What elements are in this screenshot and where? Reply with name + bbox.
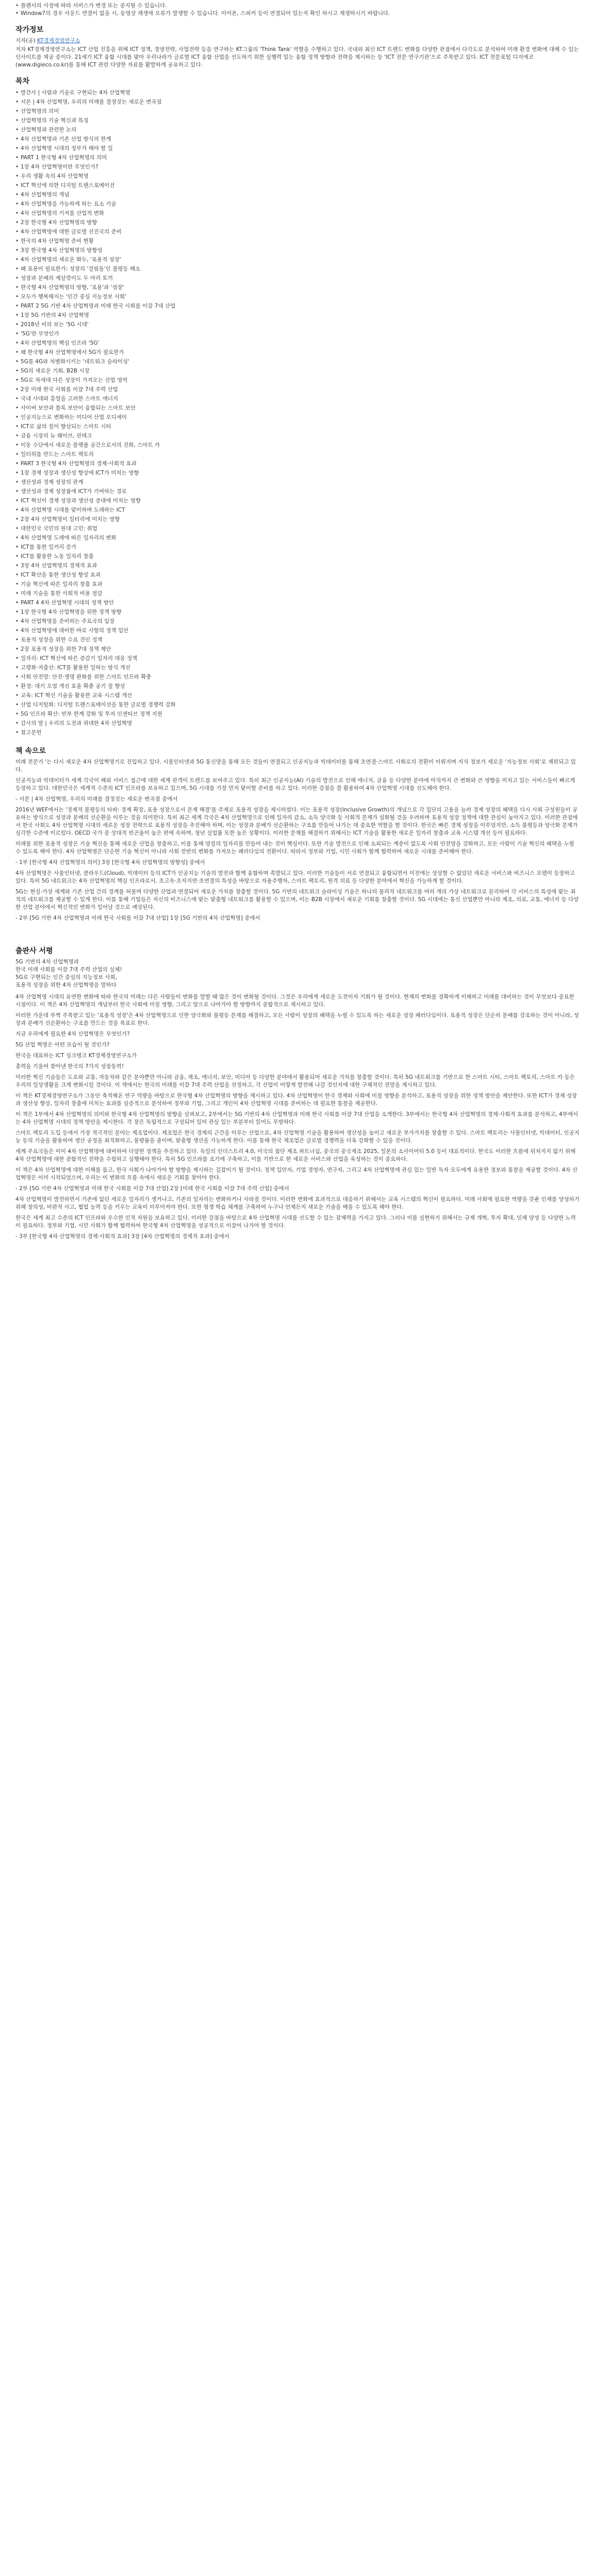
toc-item: • 4차 산업혁명 시대를 맞이하며 도래하는 ICT	[15, 506, 580, 514]
toc-item: • 발간사 | 사람과 기술로 구현되는 4차 산업혁명	[15, 89, 580, 97]
inner-text-paragraph: 2016년 WEF에서는 '경제적 불평등의 타파: 경제 확장, 포용 성장으로서 문제 해결'를 주제로 포용적 성장을 제시하였다. 이는 포용적 성장(Inclusive Growth)의 개념으로 각 집단의 고용을 늘려 경제 성장의 혜택을 다시 사회 구성원들이 공유하는 방식으로 성장과 분배의 선순환을 이루는 것을 의미한다. 특히 최근 세계 각국은 4차 산업혁명으로 인해 일자리 감소, 소득 양극화 등 사회적 문제가 심화될 것을 우려하며 포용적 성장 정책에 대한 관심이 높아지고 있다. 이러한 관점에서 한국 사회도 4차 산업혁명 시대의 새로운 성장 전략으로 포용적 성장을 추진해야 하며, 이는 성장과 분배가 선순환하는 구조를 만들어 나가는 데 중요한 역할을 할 것이다. 한국은 빠른 경제 성장을 이루었지만, 소득 불평등과 양극화 문제가 심각한 수준에 이르렀다. OECD 국가 중 상대적 빈곤율이 높은 편에 속하며, 청년 실업률 또한 높은 상황이다. 이러한 문제를 해결하기 위해서는 ICT 기술을 활용한 새로운 일자리 창출과 교육 시스템 개선 등이 필요하다.	[15, 807, 578, 836]
toc-item: • ICT로 삶의 질이 향상되는 스마트 시티	[15, 422, 580, 431]
toc-item: • PART 4 4차 산업혁명 시대의 정책 방안	[15, 599, 580, 607]
publisher-review-paragraph: 세계 주요국들은 이미 4차 산업혁명에 대비하여 다양한 정책을 추진하고 있다. 독일의 인더스트리 4.0, 미국의 첨단 제조 파트너십, 중국의 중국제조 2025, 일본의 소사이어티 5.0 등이 대표적이다. 한국도 이러한 흐름에 뒤처지지 않기 위해 4차 산업혁명에 대한 종합적인 전략을 수립하고 실행해야 한다. 특히 5G 인프라를 조기에 구축하고, 이를 기반으로 한 새로운 서비스와 산업을 육성하는 것이 중요하다.	[15, 1148, 576, 1162]
notice-item: • Window7의 경우 사운드 연결이 없을 시, 동영상 재생에 오류가 발생할 수 있습니다. 이어폰, 스피커 등이 연결되어 있는지 확인 하시고 재생하시기 바랍니다.	[15, 10, 580, 18]
toc-item: • 4차 산업혁명에 대한 글로벌 선진국의 준비	[15, 228, 580, 236]
toc-item: • 사이버 보안과 블록 보안이 융합되는 스마트 보안	[15, 404, 580, 412]
toc-item: • 4차 산업혁명을 준비하는 주요국의 입장	[15, 617, 580, 625]
toc-item: • 2장 미래 한국 사회를 이끌 7대 주력 산업	[15, 385, 580, 394]
inner-text-paragraph: - 2부 [5G 기반 4차 산업혁명과 미래 한국 사회를 이끌 7대 산업] 1장 [5G 기반의 4차 산업혁명] 중에서	[15, 915, 260, 921]
toc-item: • 우리 생활 속의 4차 산업혁명	[15, 172, 580, 180]
publisher-review-heading: 출판사 서평	[15, 947, 53, 955]
toc-item: • 1장 한국형 4차 산업혁명을 위한 정책 방향	[15, 608, 580, 616]
publisher-review-body	[15, 993, 580, 1241]
toc-item: • 교육: ICT 혁신 기술을 활용한 교육 시스템 개선	[15, 691, 580, 700]
author-label: 지자(공)	[15, 38, 36, 44]
section-spacer	[15, 925, 580, 937]
inner-text-paragraph: - 1부 [한국형 4차 산업혁명의 의미] 3장 [한국형 4차 산업혁명의 방향성] 중에서	[15, 859, 205, 866]
toc-item: • 한국의 4차 산업혁명 준비 현황	[15, 237, 580, 245]
toc-item: • ICT 혁신에 의한 디지털 트랜스포메이션	[15, 181, 580, 190]
toc-item: • 2장 한국형 4차 산업혁명의 방향	[15, 218, 580, 227]
toc-item: • 인공지능으로 변화하는 미디어 산업 오디세이	[15, 413, 580, 421]
toc-item: • 3장 한국형 4차 산업혁명의 방향성	[15, 246, 580, 255]
toc-item: • 4차 산업혁명에 대비한 바로 사항의 정책 입안	[15, 626, 580, 635]
publisher-review-paragraph: 지금 우리에게 필요한 4차 산업혁명은 무엇인가?	[15, 1031, 130, 1037]
publisher-review-paragraph: 이러한 가운데 부쩍 주목받고 있는 '포용적 성장'은 4차 산업혁명으로 인한 양극화와 불평등 문제를 해결하고, 모든 사람이 성장의 혜택을 누릴 수 있도록 하는 새로운 성장 패러다임이다. 포용적 성장은 단순히 분배를 강조하는 것이 아니라, 성장과 분배가 선순환하는 구조를 만드는 것을 목표로 한다.	[15, 1012, 579, 1026]
publisher-review-tagline-line: 5G 기반의 4차 산업혁명과	[15, 959, 79, 965]
publisher-review-paragraph: - 2부 [5G 기반 4차 산업혁명과 미래 한국 사회를 이끌 7대 산업] 2장 [미래 한국 사회를 이끌 7대 주력 산업] 중에서	[15, 1185, 289, 1192]
toc-item: • 1장 4차 산업혁명이란 무엇인가?	[15, 163, 580, 171]
toc-item: • PART 2 5G 기반 4차 산업혁명과 미래 한국 사회를 이끌 7대 산업	[15, 302, 580, 310]
publisher-review-tagline	[15, 958, 580, 989]
toc-item: • 생산성과 경제 성장률에 ICT가 기여하는 경로	[15, 487, 580, 496]
toc-item: • '5G'란 무엇인가	[15, 330, 580, 338]
toc-item: • 사회 안전망: 안전·생명 완화를 위한 스마트 인프라 확충	[15, 673, 580, 681]
publisher-review-paragraph: 이러한 혁신 기술들은 도로와 교통, 자동차와 같은 분야뿐만 아니라 금융, 제조, 에너지, 보안, 미디어 등 다양한 분야에서 활용되어 새로운 가치를 창출할 것이다. 특히 5G 네트워크를 기반으로 한 스마트 시티, 스마트 팩토리, 스마트 카 등은 우리의 일상생활을 크게 변화시킬 것이다. 이 책에서는 한국의 미래를 이끌 7대 주력 산업을 선정하고, 각 산업이 어떻게 발전해 나갈 것인지에 대한 구체적인 전망을 제시하고 있다.	[15, 1074, 575, 1088]
toc-item: • 4차 산업혁명 시대의 정부가 해야 할 일	[15, 144, 580, 152]
toc-item: • 왜 한국형 4차 산업혁명에서 5G가 필요한가	[15, 348, 580, 357]
toc-item: • 일자리: ICT 혁신에 따른 증감기 일자리 대응 정책	[15, 654, 580, 663]
publisher-review-paragraph: 4차 산업혁명이 발전하면서 기존에 없던 새로운 일자리가 생겨나고, 기존의 일자리는 변화하거나 사라질 것이다. 이러한 변화에 효과적으로 대응하기 위해서는 교육 시스템의 혁신이 필요하다. 미래 사회에 필요한 역량을 갖춘 인재를 양성하기 위해 창의성, 비판적 사고, 협업 능력 등을 키우는 교육이 이루어져야 한다. 또한 평생 학습 체계를 구축하여 누구나 언제든지 새로운 기술을 배울 수 있도록 해야 한다.	[15, 1196, 580, 1210]
toc-item: • 5G의 새로운 기회, B2B 시장	[15, 367, 580, 375]
inner-text-paragraph: 미래 전문가 '는 다시 새로운 4차 산업혁명기로 진입하고 있다. 시물인터넷과 5G 통신망을 통해 모든 것들이 연결되고 인공지능과 빅데이터를 통해 초연결·스마트 사회로의 전환이 이뤄지며 지식 정보가 새로운 '지능정보 사회'로 재편되고 있다.	[15, 759, 576, 773]
page	[0, 0, 595, 1241]
toc-item: • 1장 경제 성장과 생산성 향상에 ICT가 미치는 영향	[15, 469, 580, 477]
toc-item: • 참고문헌	[15, 728, 580, 737]
toc-item: • 산업혁명의 의미	[15, 107, 580, 115]
publisher-review-paragraph: 스마트 팩토리 도입 등에서 가장 적극적인 분야는 제조업이다. 제조업은 한국 경제의 근간을 이루는 산업으로, 4차 산업혁명 기술을 활용하여 생산성을 높이고 새로운 부가가치를 창출할 수 있다. 스마트 팩토리는 사물인터넷, 빅데이터, 인공지능 등의 기술을 활용하여 생산 공정을 최적화하고, 불량률을 줄이며, 맞춤형 생산을 가능하게 한다. 이를 통해 한국 제조업은 글로벌 경쟁력을 더욱 강화할 수 있을 것이다.	[15, 1130, 580, 1144]
toc-item: • 국내 사대와 흥얼을 고려한 스마트 에너지	[15, 395, 580, 403]
toc-item: • 포용적 성장을 위한 수요 견인 정책	[15, 636, 580, 644]
publisher-review-paragraph: 4차 산업혁명 시대의 유연한 변화에 따라 한국의 미래는 다른 사람들이 변화를 말할 때 많은 것이 변화될 것이다. 그것은 우리에게 새로운 도전이자 기회가 될 것이다. 현재의 변화를 정확하게 이해하고 미래를 대비하는 것이 무엇보다 중요한 시점이다. 이 책은 4차 산업혁명의 개념부터 한국 사회에 미칠 영향, 그리고 앞으로 나아가야 할 방향까지 종합적으로 제시하고 있다.	[15, 994, 574, 1008]
toc-item: • 4차 산업혁명의 핵심 인프라 '5G'	[15, 339, 580, 347]
toc-item: • 생산성과 경제 성장의 관계	[15, 478, 580, 486]
toc-item: • 4차 산업혁명과 기존 산업 방식의 한계	[15, 135, 580, 143]
toc-item: • 미래 기술을 통한 사회적 비용 절감	[15, 589, 580, 598]
toc-item: • 감사의 말 | 우리의 도전과 위대한 4차 산업혁명	[15, 719, 580, 727]
publisher-review-paragraph: 총력을 기울여 찾아낸 한국의 7가지 성장동력!	[15, 1063, 124, 1070]
toc-item: • 산업 디지털화: 디지털 트랜스포메이션을 통한 글로벌 경쟁력 강화	[15, 701, 580, 709]
notice-item: • 플랜서의 사정에 따라 서비스가 변경 또는 종지될 수 있습니다.	[15, 2, 580, 10]
toc-item: • 4차 산업혁명의 새로운 화두, '포용적 성장'	[15, 256, 580, 264]
toc-item: • 모두가 행복해지는 '인간 중심 지능정보 사회'	[15, 293, 580, 301]
toc-item: • 3장 4차 산업혁명의 경제적 효과	[15, 562, 580, 570]
publisher-review-paragraph: 5G 산업 혁명은 어떤 모습이 될 것인가?	[15, 1042, 110, 1048]
publisher-review-tagline-line: 포용적 성장을 위한 4차 산업혁명을 말하다	[15, 982, 117, 988]
toc-item: • 5G를 4G와 차별화시키는 '네트워크 슬라이싱'	[15, 358, 580, 366]
toc-item: • 성장과 분배의 제살깎이도 두 마리 토끼	[15, 274, 580, 282]
toc-item: • 4차 산업혁명의 개념	[15, 191, 580, 199]
publisher-review-tagline-line: 5G로 구현되는 인간 중심의 지능정보 사회,	[15, 974, 118, 980]
author-heading: 작가정보	[15, 26, 44, 34]
toc-item: • 4차 산업혁명을 가능하게 하는 요소 기술	[15, 200, 580, 208]
toc-item: • 환경: 대기 오염 개선 효율 확충 공기 질 향상	[15, 682, 580, 690]
toc-item: • PART 3 한국형 4차 산업혁명의 경제·사회적 효과	[15, 460, 580, 468]
toc-item: • 산업혁명의 기술 혁신과 특징	[15, 116, 580, 125]
author-link[interactable]: KT경제경영연구소	[37, 38, 80, 44]
toc-item: • 왜 포용이 필요한가: 성장의 '걸림돌'인 불평등 해소	[15, 265, 580, 273]
toc-heading: 목차	[15, 77, 30, 86]
toc-item: • 4차 산업혁명 도래에 따른 일자리의 변화	[15, 534, 580, 542]
inner-text-paragraph: 4차 산업혁명은 사물인터넷, 클라우드(Cloud), 빅데이터 등의 ICT가 인공지능 기술의 발전과 함께 융합하며 촉발되고 있다. 이러한 기술들이 서로 연결되고 융합되면서 이전에는 상상할 수 없었던 새로운 서비스와 비즈니스 모델이 등장하고 있다. 특히 5G 네트워크는 4차 산업혁명의 핵심 인프라로서, 초고속·초저지연·초연결의 특성을 바탕으로 자율주행차, 스마트 팩토리, 원격 의료 등 다양한 분야에서 혁신을 가능하게 할 것이다.	[15, 870, 575, 884]
author-bio: 저자 KT경제경영연구소는 ICT 산업 진흥을 위해 ICT 정책, 경영전략, 사업전략 등을 연구하는 KT그룹의 'Think Tank' 역할을 수행하고 있다. 국내외 최신 ICT 트렌드 변화를 다양한 관점에서 다각도로 분석하여 미래 환경 변화에 대해 수 있는 인사이트를 제공 중이다. 21세기 ICT 융합 시대를 맞아 우리나라가 글로벌 ICT 융합 산업을 선도하기 위한 실행력 있는 융합 정책 방향과 전략을 제시하는 등 'ICT 전문 연구기관'으로 주목받고 있다. ICT 전문포털 디지에코(www.digieco.co.kr)를 통해 ICT 관련 다양한 자료를 활발하게 공유하고 있다.	[15, 46, 579, 68]
toc-item: • PART 1 한국형 4차 산업혁명의 의미	[15, 154, 580, 162]
toc-item: • ICT 혁신이 경제 성장과 생산성 증대에 미치는 영향	[15, 497, 580, 505]
toc-item: • 대한민국 국민의 원대 고민: 취업	[15, 524, 580, 533]
toc-item: • 1장 5G 기반의 4차 산업혁명	[15, 311, 580, 319]
toc-item: • 이동 수단에서 새로운 플랫폼 공간으로서의 진화, 스마트 카	[15, 441, 580, 449]
toc-item: • 산업혁명과 관련한 논의	[15, 126, 580, 134]
publisher-review-paragraph: 이 책은 KT경제경영연구소가 그동안 축적해온 연구 역량을 바탕으로 한국형 4차 산업혁명의 방향을 제시하고 있다. 4차 산업혁명이 한국 경제와 사회에 미칠 영향을 분석하고, 포용적 성장을 위한 정책 방안을 제안한다. 또한 ICT가 경제 성장과 생산성 향상, 일자리 창출에 미치는 효과를 실증적으로 분석하여 정부와 기업, 그리고 개인이 4차 산업혁명 시대를 준비하는 데 필요한 통찰을 제공한다.	[15, 1093, 577, 1107]
inner-text-body	[15, 758, 580, 922]
inner-text-paragraph: 인공지능과 빅데이터가 세계 각국이 해외 서비스 접근에 대한 세계 관객이 트렌드를 보여주고 있다. 특히 최근 인공지능(AI) 기술의 발전으로 인해 에너지, 금융 등 다양한 분야에 아직까지 큰 변화와 큰 영향을 미치고 있는 서비스들이 빠르게 등장하고 있다. 대한민국은 세계적 수준의 ICT 인프라를 보유하고 있으며, 5G 시대를 가장 먼저 맞이할 준비를 하고 있다. 이러한 강점을 잘 활용하여 4차 산업혁명 시대를 선도해야 한다.	[15, 777, 575, 791]
toc-item: • 2018년 비의 보는 '5G 시대'	[15, 320, 580, 329]
toc-item: • 5G 인프라 확산: 빈부 한계 강화 및 투자 인센티브 정책 지원	[15, 710, 580, 718]
publisher-review-paragraph: 이 책은 1부에서 4차 산업혁명의 의미와 한국형 4차 산업혁명의 방향을 살펴보고, 2부에서는 5G 기반의 4차 산업혁명과 미래 한국 사회를 이끌 7대 산업을 소개한다. 3부에서는 한국형 4차 산업혁명의 경제·사회적 효과를 분석하고, 4부에서는 4차 산업혁명 시대의 정책 방안을 제시한다. 각 장은 독립적으로 구성되어 있어 관심 있는 부분부터 읽어도 무방하다.	[15, 1111, 579, 1125]
publisher-review-paragraph: - 3부 [한국형 4차 산업혁명의 경제·사회적 효과] 3장 [4차 산업혁명의 경제적 효과] 중에서	[15, 1233, 229, 1240]
author-line	[15, 37, 580, 45]
publisher-review-tagline-line: 한국 미래 사회를 이끌 7대 주력 산업의 실체!	[15, 967, 122, 973]
inner-text-paragraph: - 서문 | 4차 산업혁명, 우리의 미래를 결정짓는 새로운 변곡점 중에서	[15, 796, 178, 802]
toc-item: • ICT를 통한 일거리 증가	[15, 543, 580, 551]
publisher-review-paragraph: 이 책은 4차 산업혁명에 대한 이해를 돕고, 한국 사회가 나아가야 할 방향을 제시하는 길잡이가 될 것이다. 정책 입안자, 기업 경영자, 연구자, 그리고 4차 산업혁명에 관심 있는 일반 독자 모두에게 유용한 정보와 통찰을 제공할 것이다. 4차 산업혁명은 이미 시작되었으며, 우리는 이 변화의 흐름 속에서 새로운 기회를 찾아야 한다.	[15, 1167, 578, 1181]
toc-item: • 2장 4차 산업혁명이 일터리에 미치는 영향	[15, 515, 580, 523]
toc-item: • 4차 산업혁명의 기저를 산업적 변화	[15, 209, 580, 217]
toc-item: • ICT 확산을 통한 생산성 향상 효과	[15, 571, 580, 579]
inner-text-paragraph: 미래를 위한 포용적 성장은 기술 혁신을 통해 새로운 산업을 창출하고, 이를 통해 양질의 일자리를 만들어 내는 것이 핵심이다. 또한 기술 발전으로 인해 소외되는 계층이 없도록 사회 안전망을 강화하고, 모든 사람이 기술 혁신의 혜택을 누릴 수 있도록 해야 한다. 4차 산업혁명은 단순한 기술 혁신이 아니라 사회 전반의 변화를 가져오는 패러다임의 전환이다. 따라서 정부와 기업, 시민 사회가 함께 협력하여 새로운 시대를 준비해야 한다.	[15, 841, 574, 855]
publisher-review-paragraph: 한국을 대표하는 ICT 싱크탱크 KT경제경영연구소가	[15, 1053, 137, 1059]
toc-item: • 일터위를 만드는 스마트 팩토리	[15, 450, 580, 459]
toc-item: • 고령화·저출산: ICT를 활용한 일하는 방식 개선	[15, 664, 580, 672]
inner-text-heading: 책 속으로	[15, 747, 46, 755]
toc-item: • 금융 시장의 뉴 웨이브, 핀테크	[15, 432, 580, 440]
toc-list	[15, 89, 580, 737]
inner-text-paragraph: 5G는 현실·가상 세계와 기존 산업 간의 경계를 허물며 다양한 산업과 연결되어 새로운 가치를 창출할 것이다. 5G 기반의 네트워크 슬라이싱 기술은 하나의 물리적 네트워크를 여러 개의 가상 네트워크로 분리하여 각 서비스의 특성에 맞는 최적의 네트워크를 제공할 수 있게 한다. 이를 통해 기업들은 자신의 비즈니스에 맞는 맞춤형 네트워크를 활용할 수 있으며, 이는 B2B 시장에서 새로운 기회를 창출할 것이다. 5G 시대에는 통신 산업뿐만 아니라 제조, 의료, 교통, 에너지 등 다양한 산업 분야에서 혁신적인 변화가 일어날 것으로 예상된다.	[15, 889, 579, 910]
toc-item: • 한국형 4차 산업혁명의 방향, '포용'과 '성장'	[15, 283, 580, 292]
toc-item: • 기술 혁신에 따른 일자리 창출 효과	[15, 580, 580, 588]
toc-item: • ICT를 활용한 노동 일자리 창출	[15, 552, 580, 561]
toc-item: • 서론 | 4차 산업혁명, 우리의 미래를 결정짓는 새로운 변곡점	[15, 98, 580, 106]
toc-item: • 5G로 차세대 다른 성장이 가져오는 산업 영역	[15, 376, 580, 384]
notice-list	[15, 2, 580, 18]
publisher-review-paragraph: 한국은 세계 최고 수준의 ICT 인프라와 우수한 인적 자원을 보유하고 있다. 이러한 강점을 바탕으로 4차 산업혁명 시대를 선도할 수 있는 잠재력을 가지고 있다. 그러나 이를 실현하기 위해서는 규제 개혁, 투자 확대, 인재 양성 등 다양한 노력이 필요하다. 정부와 기업, 시민 사회가 함께 협력하여 한국형 4차 산업혁명을 성공적으로 이끌어 나가야 할 것이다.	[15, 1215, 576, 1229]
toc-item: • 2장 포용적 성장을 위한 7대 정책 제안	[15, 645, 580, 653]
